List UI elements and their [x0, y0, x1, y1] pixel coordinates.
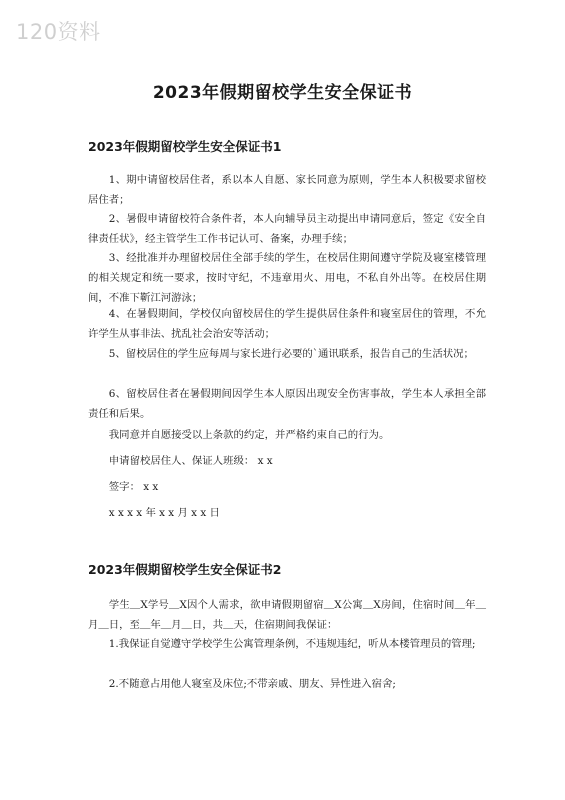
section-heading-2: 2023年假期留校学生安全保证书2 [88, 562, 282, 577]
paragraph: 2.不随意占用他人寝室及床位;不带亲戚、朋友、异性进入宿舍; [108, 678, 396, 690]
paragraph: 4、在暑假期间，学校仅向留校居住的学生提供居住条件和寝室居住的管理，不允许学生从事非法、扰乱社会治安等活动； [88, 308, 486, 340]
paragraph: 2、暑假申请留校符合条件者，本人向辅导员主动提出申请同意后，签定《安全自律责任状》，经主管学生工作书记认可、备案，办理手续； [88, 213, 486, 245]
signature-line: 签字： x x [108, 481, 159, 493]
section-heading-1: 2023年假期留校学生安全保证书1 [88, 139, 282, 154]
paragraph: 6、留校居住者在暑假期间因学生本人原因出现安全伤害事故，学生本人承担全部责任和后果。 [88, 388, 486, 420]
paragraph: 我同意并自愿接受以上条款的约定，并严格约束自己的行为。 [108, 429, 390, 441]
paragraph: 学生＿X学号＿X因个人需求，欲申请假期留宿＿X公寓＿X房间，住宿时间＿年＿月＿日，至＿年＿月＿日，共＿天，住宿期间我保证： [88, 599, 486, 631]
paragraph: 1.我保证自觉遵守学校学生公寓管理条例，不违规违纪，听从本楼管理员的管理; [108, 638, 476, 650]
paragraph: 1、期中请留校居住者，系以本人自愿、家长同意为原则，学生本人积极要求留校居住者； [88, 174, 486, 206]
document-title: 2023年假期留校学生安全保证书 [152, 83, 413, 103]
paragraph: 申请留校居住人、保证人班级： x x [108, 455, 273, 467]
watermark: 120资料 [16, 20, 101, 44]
paragraph: 3、经批准并办理留校居住全部手续的学生，在校居住期间遵守学院及寝室楼管理的相关规定和统一要求，按时守纪，不违章用火、用电，不私自外出等。在校居住期间，不准下靳江河游泳； [88, 252, 486, 304]
date-line: x x x x 年 x x 月 x x 日 [108, 507, 220, 519]
paragraph: 5、留校居住的学生应每周与家长进行必要的`通讯联系，报告自己的生活状况； [108, 348, 474, 360]
